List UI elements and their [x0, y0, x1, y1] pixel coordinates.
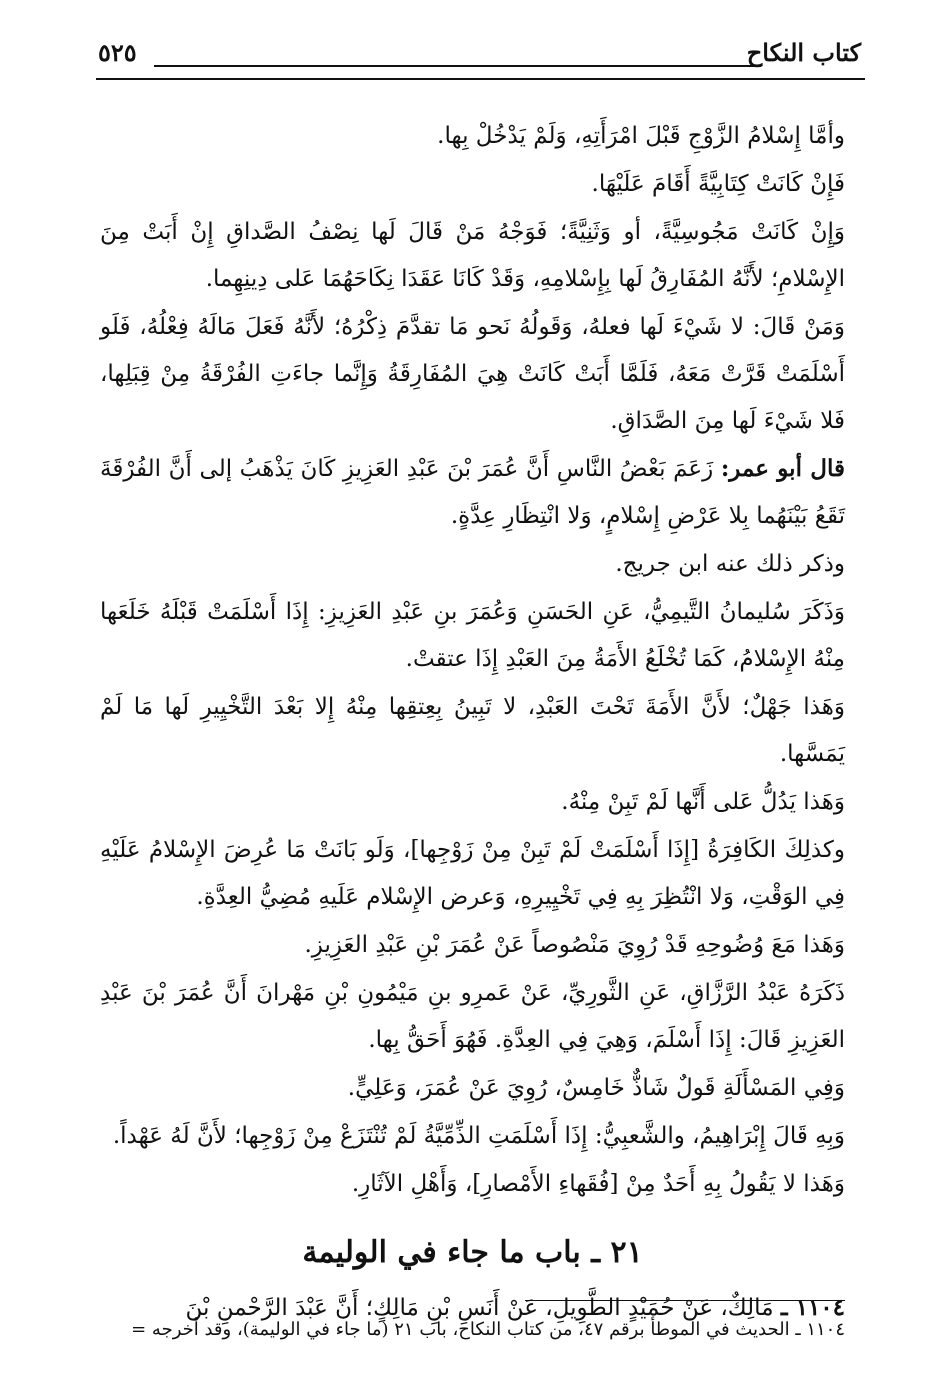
paragraph-8 — [100, 683, 845, 778]
footnote-rule — [525, 1300, 845, 1301]
header-rule — [96, 78, 865, 80]
paragraph-6 — [100, 540, 845, 588]
chapter-heading: ٢١ ـ باب ما جاء في الوليمة — [302, 1235, 643, 1270]
book-title: كتاب النكاح — [746, 38, 861, 67]
paragraph-15 — [100, 1160, 845, 1208]
paragraph-text: وَهَذا يَدُلُّ عَلى أَنَّها لَمْ تَبِنْ مِنْهُ. — [561, 789, 845, 815]
paragraph-3 — [100, 208, 845, 303]
paragraph-13 — [100, 1064, 845, 1112]
paragraph-text: وَمَنْ قَالَ: لا شَيْءَ لَها فعلهُ، وَقَولُهُ نَحو مَا تقدَّمَ ذِكْرُهُ؛ لأَنَّهُ فَعَلَ مَالَهُ فِعْلُهُ، فَلَو أَسْلَمَتْ قَرَّتْ مَعَهُ، فَلَمَّا أَبَتْ كَانَتْ هِيَ المُفَارِقَةُ وَإِنَّما جاءَتِ الفُرْقَةُ مِنْ قِبَلِها، فَلا شَيْءَ لَها مِنَ الصَّدَاقِ. — [100, 314, 845, 434]
paragraph-text: وَهَذا لا يَقُولُ بِهِ أَحَدٌ مِنْ [فُقَهاءِ الأَمْصارِ]، وَأَهْلِ الآثَارِ. — [351, 1171, 845, 1197]
paragraph-14 — [100, 1112, 845, 1160]
paragraph-text: وكذلِكَ الكَافِرَةُ [إِذَا أَسْلَمَتْ لَمْ تَبِنْ مِنْ زَوْجِها]، وَلَو بَانَتْ مَا عُرِضَ الإِسْلامُ عَلَيْهِ فِي الوَقْتِ، وَلا انْتُظِرَ بِهِ فِي تَخْيِيرِهِ، وَعرض الإِسْلام عَلَيهِ مُضِيُّ العِدَّةِ. — [100, 837, 845, 910]
paragraph-text: زَعَمَ بَعْضُ النَّاسِ أَنَّ عُمَرَ بْنَ عَبْدِ العَزِيزِ كَانَ يَذْهَبُ إلى أَنَّ الفُرْقَةَ تَقَعُ بَيْنَهُما بِلا عَرْضِ إِسْلامٍ، وَلا انْتِظَارِ عِدَّةٍ. — [100, 456, 845, 529]
paragraph-4 — [100, 303, 845, 445]
paragraph-text: وَذَكَرَ سُليمانُ التَّيمِيُّ، عَنِ الحَسَنِ وَعُمَرَ بنِ عَبْدِ العَزِيزِ: إِذَا أَسْلَمَتْ قَبْلَهُ خَلَعَها مِنْهُ الإِسْلامُ، كَمَا تُخْلَعُ الأَمَةُ مِنَ العَبْدِ إِذَا عتقتْ. — [100, 599, 845, 672]
hadith-number: ١١٠٤ ـ — [780, 1294, 845, 1321]
running-head — [98, 36, 861, 80]
paragraph-text: ذَكَرَهُ عَبْدُ الرَّزَّاقِ، عَنِ الثَّورِيِّ، عَنْ عَمرِو بنِ مَيْمُونِ بْنِ مَهْرانَ أَنَّ عُمَرَ بْنَ عَبْدِ العَزِيزِ قَالَ: إِذَا أَسْلَمَ، وَهِيَ فِي العِدَّةِ. فَهُوَ أَحَقُّ بِها. — [100, 980, 845, 1053]
paragraph-1 — [100, 112, 845, 160]
paragraph-10 — [100, 826, 845, 921]
paragraph-9 — [100, 778, 845, 826]
paragraph-text: وَبِهِ قَالَ إِبْرَاهِيمُ، والشَّعبِيُّ: إِذَا أَسْلَمَتِ الذِّمِّيَّةُ لَمْ تُنْتَزَعْ مِنْ زَوْجِها؛ لأَنَّ لَهُ عَهْداً. — [112, 1123, 845, 1149]
paragraph-5 — [100, 445, 845, 540]
paragraph-7 — [100, 588, 845, 683]
page-body — [100, 112, 845, 1332]
paragraph-text: وَهَذا جَهْلٌ؛ لأَنَّ الأَمَةَ تَحْتَ العَبْدِ، لا تَبِينُ بِعِتقِها مِنْهُ إِلا بَعْدَ التَّخْيِيرِ لَها مَا لَمْ يَمَسَّها. — [100, 694, 845, 767]
paragraph-11 — [100, 921, 845, 969]
header-dash-line — [154, 65, 761, 67]
paragraph-text: وَفِي المَسْأَلَةِ قَولٌ شَاذٌّ خَامِسٌ، رُوِيَ عَنْ عُمَرَ، وَعَلِيٍّ. — [347, 1075, 845, 1101]
hadith-text: مَالِكٌ، عَنْ حُمَيْدٍ الطَّوِيلِ، عَنْ أَنَسِ بْنِ مَالِكٍ؛ أَنَّ عَبْدَ الرَّحْمنِ بْنَ — [185, 1295, 781, 1321]
paragraph-2 — [100, 160, 845, 208]
paragraph-text: فَإِنْ كَانَتْ كِتَابِيَّةً أَقَامَ عَلَيْهَا. — [591, 171, 845, 197]
footnote: ١١٠٤ ـ الحديث في الموطأ برقم ٤٧، من كتاب النكاح، باب ٢١ (ما جاء في الوليمة)، وقد أخرجه = — [131, 1319, 845, 1340]
paragraph-text: وَهَذا مَعَ وُضُوحِهِ قَدْ رُوِيَ مَنْصُوصاً عَنْ عُمَرَ بْنِ عَبْدِ العَزِيزِ. — [304, 932, 845, 958]
paragraph-text: وَإِنْ كَانَتْ مَجُوسِيَّةً، أو وَثَنِيَّةً؛ فَوَجْهُ مَنْ قَالَ لَها نِصْفُ الصَّداقِ إِنْ أَبَتْ مِنَ الإِسْلامِ؛ لأَنَّهُ المُفَارِقُ لَها بِإِسْلامِهِ، وَقَدْ كَانَا عَقَدَا نِكَاحَهُمَا عَلى دِينِهِما. — [100, 219, 845, 292]
paragraph-lead-abu-umar: قال أبو عمر: — [720, 455, 845, 482]
paragraph-text: وأمَّا إِسْلامُ الزَّوْجِ قَبْلَ امْرَأَتِهِ، وَلَمْ يَدْخُلْ بِها. — [437, 123, 845, 149]
page-number: ٥٢٥ — [98, 38, 137, 67]
paragraph-12 — [100, 969, 845, 1064]
paragraph-text: وذكر ذلك عنه ابن جريج. — [615, 551, 845, 577]
